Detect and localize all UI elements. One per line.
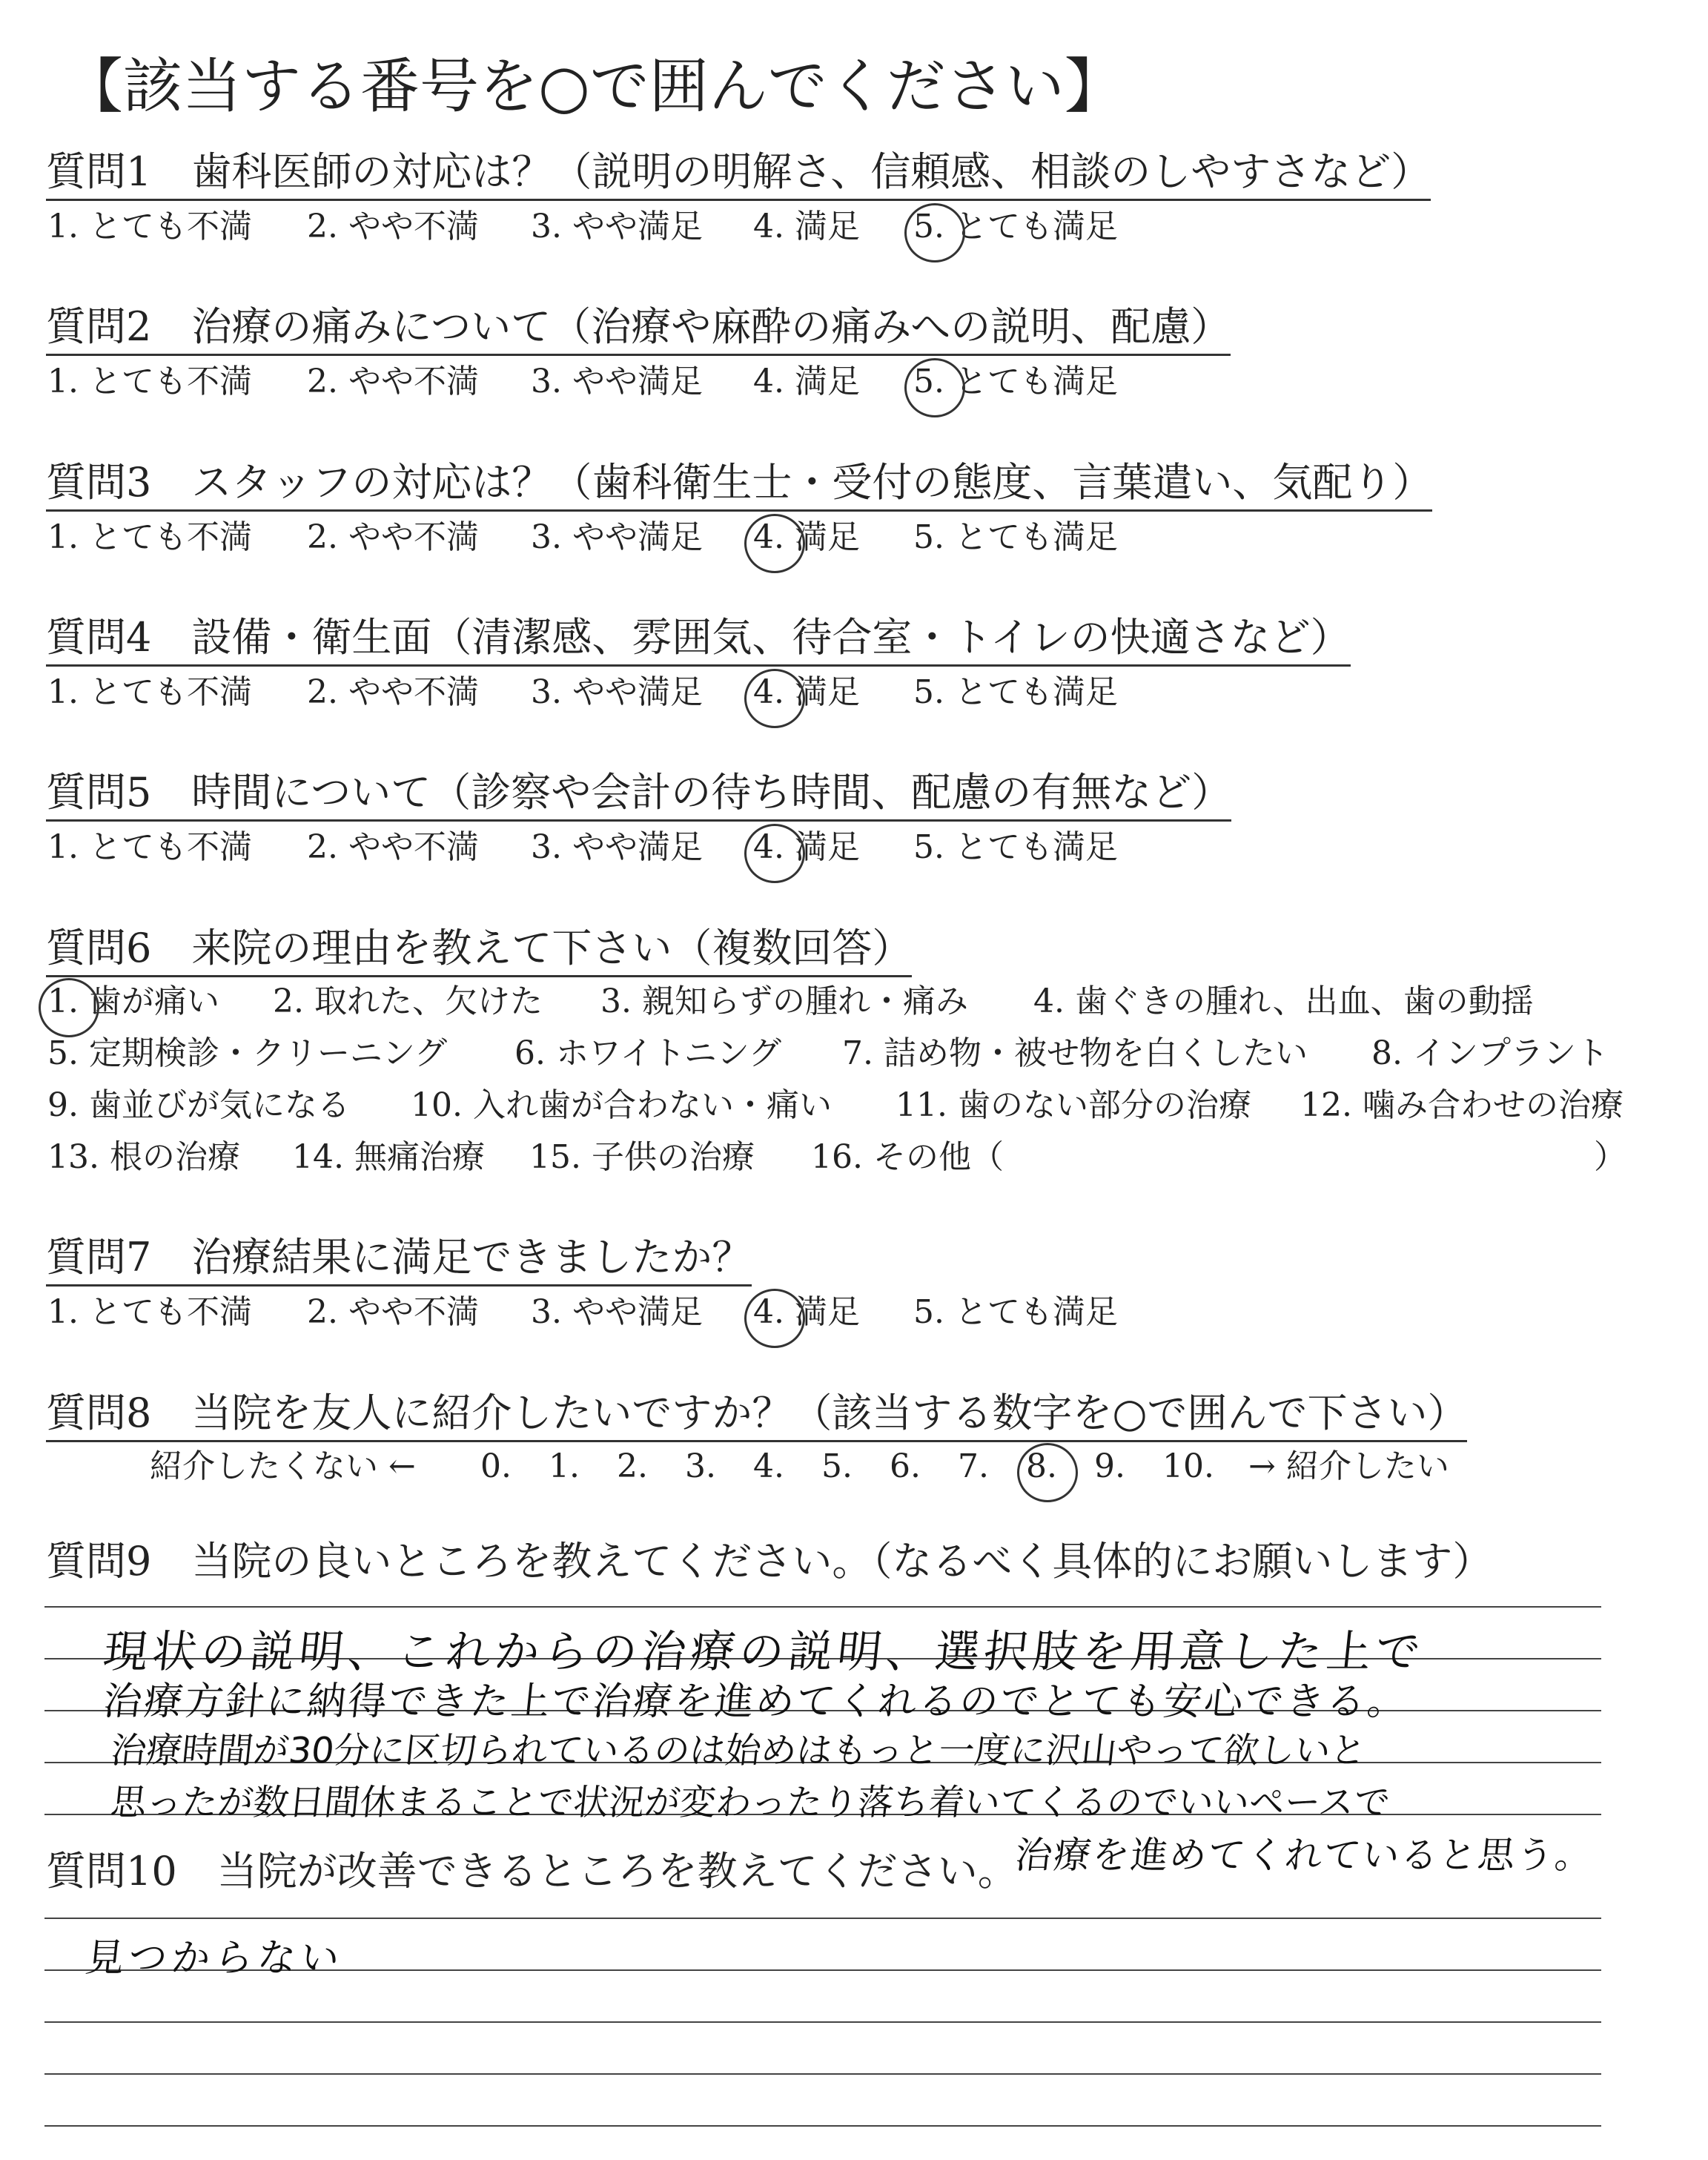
option-2[interactable]: 2. やや不満: [307, 673, 479, 711]
option-3[interactable]: 3. やや満足: [531, 673, 703, 711]
reason-7[interactable]: 7. 詰め物・被せ物を白くしたい: [842, 1034, 1308, 1072]
question-9-title: 質問9 当院の良いところを教えてください。（なるべく具体的にお願いします）: [46, 1538, 1493, 1585]
reason-6[interactable]: 6. ホワイトニング: [514, 1034, 782, 1072]
scale-8-selected[interactable]: 8.: [1026, 1447, 1057, 1485]
question-7-title: 質問7 治療結果に満足できましたか？: [46, 1232, 752, 1287]
option-2[interactable]: 2. やや不満: [307, 518, 479, 556]
reason-4[interactable]: 4. 歯ぐきの腫れ、出血、歯の動揺: [1033, 982, 1534, 1020]
scale-0[interactable]: 0.: [480, 1447, 512, 1485]
q9-answer-line-5[interactable]: 治療を進めてくれていると思う。: [1013, 1834, 1596, 1877]
option-1[interactable]: 1. とても不満: [47, 208, 252, 245]
reason-14[interactable]: 14. 無痛治療: [292, 1138, 485, 1176]
option-1[interactable]: 1. とても不満: [47, 518, 252, 556]
option-2[interactable]: 2. やや不満: [307, 208, 479, 245]
scale-6[interactable]: 6.: [890, 1447, 921, 1485]
scale-right-label: → 紹介したい: [1248, 1447, 1449, 1485]
option-2[interactable]: 2. やや不満: [307, 1293, 479, 1331]
reason-15[interactable]: 15. 子供の治療: [529, 1138, 755, 1176]
q9-answer-line-1[interactable]: 現状の説明、これからの治療の説明、選択肢を用意した上で: [100, 1626, 1428, 1678]
option-5[interactable]: 5. とても満足: [913, 673, 1118, 711]
question-10-title: 質問10 当院が改善できるところを教えてください。: [46, 1848, 1018, 1895]
option-4[interactable]: 4. 満足: [753, 208, 860, 245]
scale-1[interactable]: 1.: [549, 1447, 580, 1485]
reason-13[interactable]: 13. 根の治療: [47, 1138, 240, 1176]
option-1[interactable]: 1. とても不満: [47, 1293, 252, 1331]
answer-line: [44, 1606, 1601, 1608]
answer-line: [44, 2021, 1601, 2023]
option-1[interactable]: 1. とても不満: [47, 363, 252, 400]
question-4-title: 質問4 設備・衛生面（清潔感、雰囲気、待合室・トイレの快適さなど）: [46, 612, 1351, 667]
scale-3[interactable]: 3.: [685, 1447, 716, 1485]
option-1[interactable]: 1. とても不満: [47, 673, 252, 711]
option-1[interactable]: 1. とても不満: [47, 828, 252, 866]
scale-5[interactable]: 5.: [821, 1447, 853, 1485]
reason-16-other-close: ）: [1594, 1138, 1626, 1176]
reason-1-selected[interactable]: 1. 歯が痛い: [47, 982, 219, 1020]
question-1-title: 質問1 歯科医師の対応は？（説明の明解さ、信頼感、相談のしやすさなど）: [46, 147, 1431, 201]
reason-10[interactable]: 10. 入れ歯が合わない・痛い: [411, 1086, 832, 1124]
scale-10[interactable]: 10.: [1162, 1447, 1214, 1485]
scale-2[interactable]: 2.: [617, 1447, 648, 1485]
q9-answer-line-3[interactable]: 治療時間が30分に区切られているのは始めはもっと一度に沢山やって欲しいと: [108, 1730, 1368, 1771]
option-3[interactable]: 3. やや満足: [531, 208, 703, 245]
reason-2[interactable]: 2. 取れた、欠けた: [273, 982, 543, 1020]
answer-line: [44, 2125, 1601, 2127]
question-3-title: 質問3 スタッフの対応は？（歯科衛生士・受付の態度、言葉遣い、気配り）: [46, 458, 1432, 512]
scale-4[interactable]: 4.: [753, 1447, 784, 1485]
question-6-title: 質問6 来院の理由を教えて下さい（複数回答）: [46, 923, 912, 977]
option-2[interactable]: 2. やや不満: [307, 828, 479, 866]
option-3[interactable]: 3. やや満足: [531, 363, 703, 400]
question-5-title: 質問5 時間について（診察や会計の待ち時間、配慮の有無など）: [46, 767, 1231, 822]
option-5[interactable]: 5. とても満足: [913, 1293, 1118, 1331]
option-4-selected[interactable]: 4. 満足: [753, 828, 860, 866]
reason-16-other[interactable]: 16. その他（: [811, 1138, 1004, 1176]
q9-answer-line-2[interactable]: 治療方針に納得できた上で治療を進めてくれるのでとても安心できる。: [101, 1680, 1411, 1724]
option-3[interactable]: 3. やや満足: [531, 518, 703, 556]
option-3[interactable]: 3. やや満足: [531, 1293, 703, 1331]
answer-line: [44, 1918, 1601, 1919]
question-2-title: 質問2 治療の痛みについて（治療や麻酔の痛みへの説明、配慮）: [46, 302, 1231, 356]
q9-answer-line-4[interactable]: 思ったが数日間休まることで状況が変わったり落ち着いてくるのでいいペースで: [108, 1782, 1392, 1823]
reason-12[interactable]: 12. 噛み合わせの治療: [1300, 1086, 1623, 1124]
answer-line: [44, 2073, 1601, 2075]
option-2[interactable]: 2. やや不満: [307, 363, 479, 400]
option-4[interactable]: 4. 満足: [753, 363, 860, 400]
page-title: 【該当する番号を○で囲んでください】: [64, 52, 1124, 121]
q10-answer[interactable]: 見つからない: [83, 1936, 346, 1981]
reason-5[interactable]: 5. 定期検診・クリーニング: [47, 1034, 448, 1072]
option-5-selected[interactable]: 5. とても満足: [913, 208, 1118, 245]
scale-7[interactable]: 7.: [958, 1447, 989, 1485]
reason-8[interactable]: 8. インプラント: [1371, 1034, 1609, 1072]
option-4-selected[interactable]: 4. 満足: [753, 518, 860, 556]
scale-left-label: 紹介したくない ←: [150, 1447, 416, 1485]
scale-9[interactable]: 9.: [1094, 1447, 1125, 1485]
question-8-title: 質問8 当院を友人に紹介したいですか？（該当する数字を○で囲んで下さい）: [46, 1388, 1467, 1442]
option-5[interactable]: 5. とても満足: [913, 518, 1118, 556]
option-4-selected[interactable]: 4. 満足: [753, 673, 860, 711]
option-5[interactable]: 5. とても満足: [913, 828, 1118, 866]
option-4-selected[interactable]: 4. 満足: [753, 1293, 860, 1331]
reason-3[interactable]: 3. 親知らずの腫れ・痛み: [600, 982, 968, 1020]
option-3[interactable]: 3. やや満足: [531, 828, 703, 866]
reason-9[interactable]: 9. 歯並びが気になる: [47, 1086, 350, 1124]
option-5-selected[interactable]: 5. とても満足: [913, 363, 1118, 400]
reason-11[interactable]: 11. 歯のない部分の治療: [896, 1086, 1251, 1124]
